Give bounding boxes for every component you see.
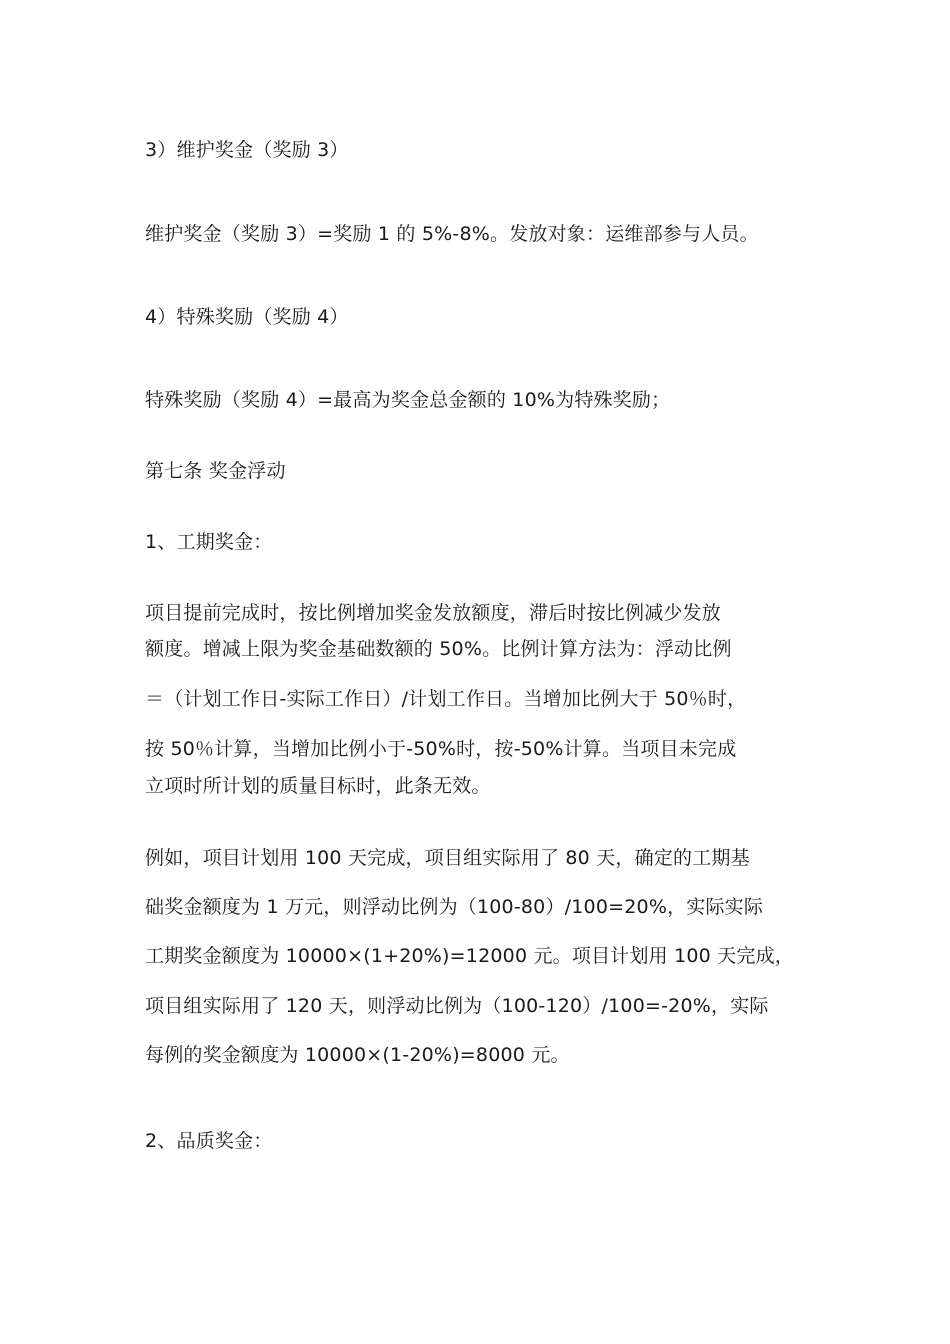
schedule-paragraph-line: 按 50％计算，当增加比例小于-50%时，按-50%计算。当项目未完成 xyxy=(145,738,737,760)
schedule-paragraph-line: ＝（计划工作日-实际工作日）/计划工作日。当增加比例大于 50％时， xyxy=(145,688,747,710)
example-paragraph-line: 每例的奖金额度为 10000×(1-20%)=8000 元。 xyxy=(145,1044,570,1066)
example-paragraph-line: 工期奖金额度为 10000×(1+20%)=12000 元。项目计划用 100 天完成， xyxy=(145,945,795,967)
article-heading: 第七条 奖金浮动 xyxy=(145,460,286,482)
example-paragraph-line: 例如，项目计划用 100 天完成，项目组实际用了 80 天，确定的工期基 xyxy=(145,847,750,869)
example-paragraph-line: 础奖金额度为 1 万元，则浮动比例为（100-80）/100=20%，实际实际 xyxy=(145,896,764,918)
paragraph-special-bonus: 特殊奖励（奖励 4）=最高为奖金总金额的 10%为特殊奖励； xyxy=(145,389,671,411)
example-paragraph-line: 项目组实际用了 120 天，则浮动比例为（100-120）/100=-20%，实际 xyxy=(145,995,769,1017)
schedule-paragraph-line: 额度。增减上限为奖金基础数额的 50%。比例计算方法为：浮动比例 xyxy=(145,638,732,660)
schedule-paragraph-line: 项目提前完成时，按比例增加奖金发放额度，滞后时按比例减少发放 xyxy=(145,602,722,624)
paragraph-maintenance-bonus: 维护奖金（奖励 3）=奖励 1 的 5%-8%。发放对象：运维部参与人员。 xyxy=(145,223,759,245)
subsection-heading-quality-bonus: 2、品质奖金： xyxy=(145,1130,273,1152)
section-heading-maintenance-bonus: 3）维护奖金（奖励 3） xyxy=(145,139,349,161)
schedule-paragraph-line: 立项时所计划的质量目标时，此条无效。 xyxy=(145,775,491,797)
section-heading-special-bonus: 4）特殊奖励（奖励 4） xyxy=(145,306,349,328)
subsection-heading-schedule-bonus: 1、工期奖金： xyxy=(145,531,273,553)
